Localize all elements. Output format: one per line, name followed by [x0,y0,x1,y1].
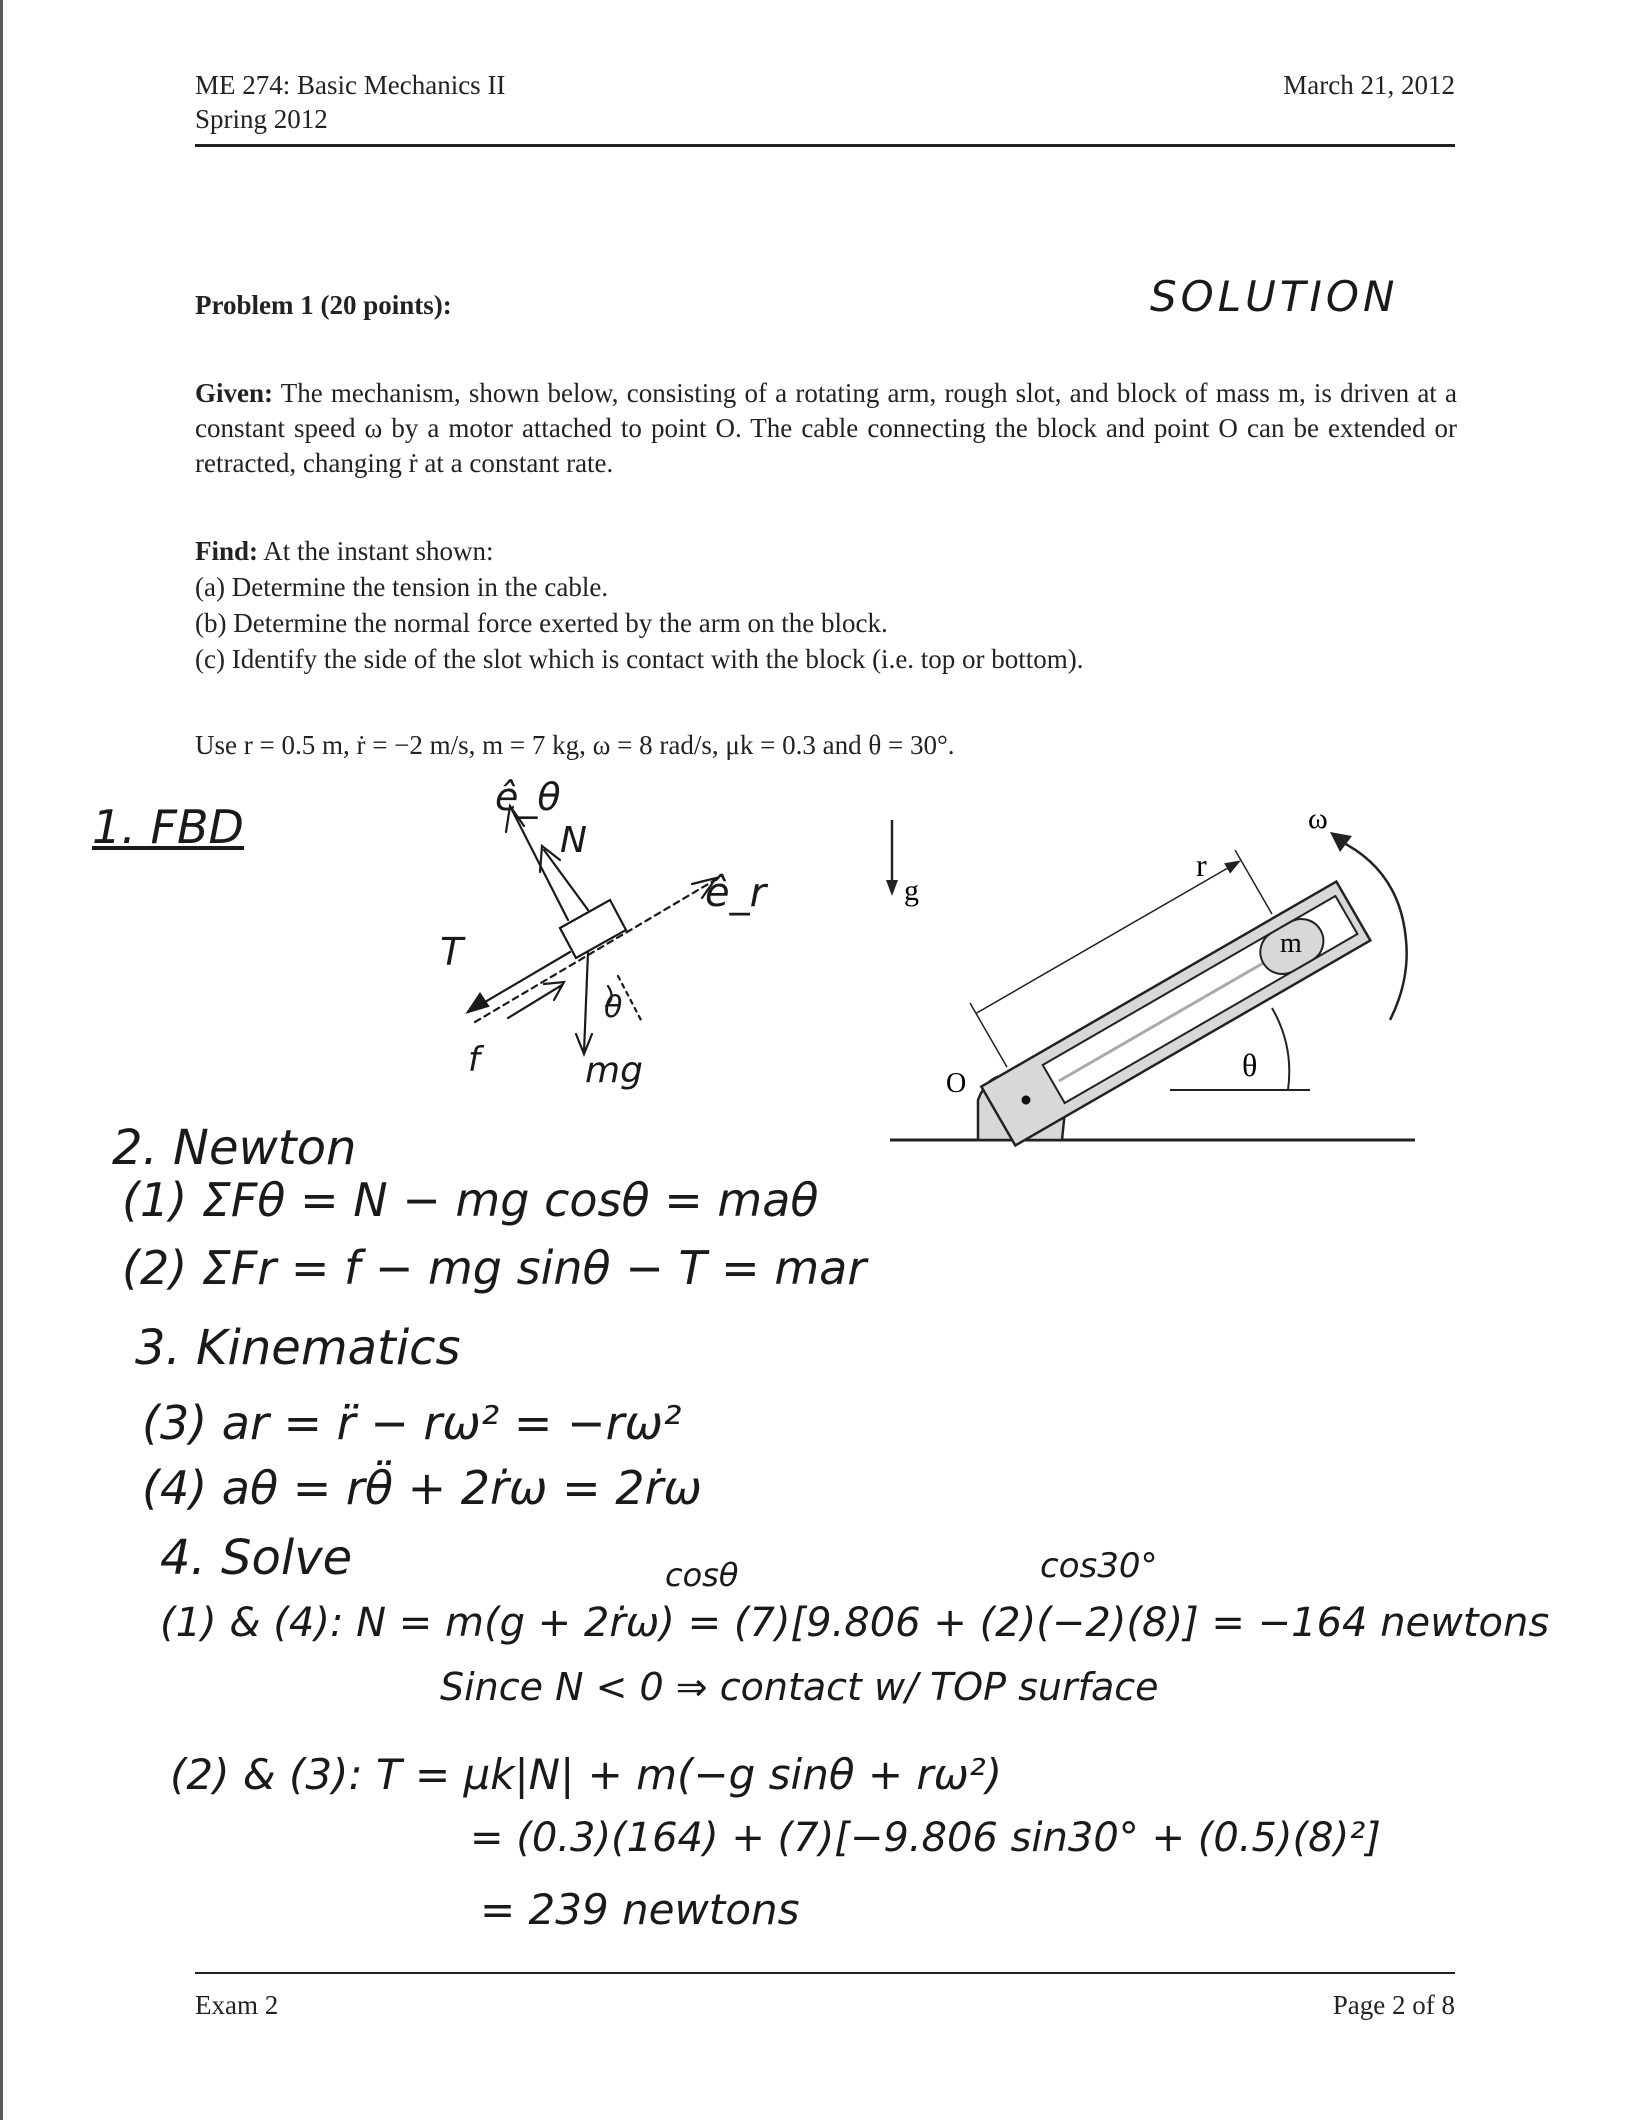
find-item-b: (b) Determine the normal force exerted by the arm on the block. [195,608,888,638]
fbd-normal: N [560,820,587,861]
note-cos30: cos30° [1040,1546,1158,1586]
fbd-friction: f [468,1040,480,1080]
course-title: ME 274: Basic Mechanics II [195,70,506,100]
r-arrowhead [1224,855,1244,873]
friction-arrow [508,985,562,1018]
fig-mass-label: m [1280,928,1302,959]
fig-omega-label: ω [1308,802,1328,835]
scan-edge [0,0,3,2120]
term: Spring 2012 [195,104,328,134]
footer-left: Exam 2 [195,1990,279,2020]
footer-rule [195,1972,1455,1974]
tension-equation: (2) & (3): T = μk|N| + m(−g sinθ + rω²) [170,1750,1003,1799]
fbd-block [560,900,626,958]
find-intro: At the instant shown: [263,536,494,566]
r-ext-1 [970,1003,1007,1067]
kinematics-heading: 3. Kinematics [135,1320,461,1376]
solve-heading: 4. Solve [160,1530,353,1586]
footer-right: Page 2 of 8 [1332,1990,1455,2020]
fig-origin-label: O [946,1068,967,1099]
problem-title: Problem 1 (20 points): [195,290,452,320]
gravity-arrowhead [886,880,898,896]
normal-force-result: (1) & (4): N = m(g + 2ṙω) = (7)[9.806 + (2)(−2)(8)] = −164 newtons [160,1600,1550,1646]
equation-1: (1) ΣFθ = N − mg cosθ = maθ [122,1173,819,1227]
fbd-e-r: ê_r [705,870,767,916]
given-values: Use r = 0.5 m, ṙ = −2 m/s, m = 7 kg, ω = 8 rad/s, μk = 0.3 and θ = 30°. [195,730,955,760]
given-label: Given: [195,378,273,408]
fig-radius-label: r [1196,847,1207,883]
e-r-axis [475,880,715,1022]
equation-2: (2) ΣFr = f − mg sinθ − T = mar [122,1241,867,1295]
omega-arrowhead [1330,832,1352,852]
tension-substitution: = (0.3)(164) + (7)[−9.806 sin30° + (0.5)(8)²] [470,1815,1381,1861]
header-date: March 21, 2012 [1283,70,1455,100]
note-cos-theta: cosθ [665,1556,739,1594]
fig-theta-label: θ [1242,1047,1258,1083]
equation-4: (4) aθ = rθ̈ + 2ṙω = 2ṙω [142,1461,702,1515]
find-label: Find: [195,536,259,566]
theta-arc [1272,1008,1289,1090]
fbd-e-theta: ê_θ [495,775,561,819]
given-text: The mechanism, shown below, consisting of a rotating arm, rough slot, and block of mass m, is driven at a constant speed ω by a motor attached to point O. The cable connecting the block and point O can be extended or retracted, changing ṙ at a constant rate. [195,378,1458,478]
find-item-a: (a) Determine the tension in the cable. [195,572,609,602]
fbd-tension: T [440,930,464,974]
find-list [195,569,1457,677]
find-block [195,533,1457,677]
solution-mark: SOLUTION [1150,272,1399,321]
tension-result: = 239 newtons [480,1885,800,1934]
newton-heading: 2. Newton [112,1120,357,1176]
weight-arrow [584,952,588,1052]
contact-conclusion: Since N < 0 ⇒ contact w/ TOP surface [440,1665,1159,1709]
equation-3: (3) ar = r̈ − rω² = −rω² [142,1396,682,1450]
header-rule [195,144,1455,147]
r-ext-2 [1235,850,1272,914]
tension-arrowhead [468,994,488,1012]
fbd-heading: 1. FBD [92,800,244,854]
find-item-c: (c) Identify the side of the slot which is contact with the block (i.e. top or bottom). [195,644,1084,674]
fig-gravity-label: g [904,874,919,907]
fbd-weight: mg [585,1050,643,1091]
fbd-theta: θ [604,990,623,1025]
given-block [195,376,1457,481]
mechanism-figure [840,800,1440,1160]
